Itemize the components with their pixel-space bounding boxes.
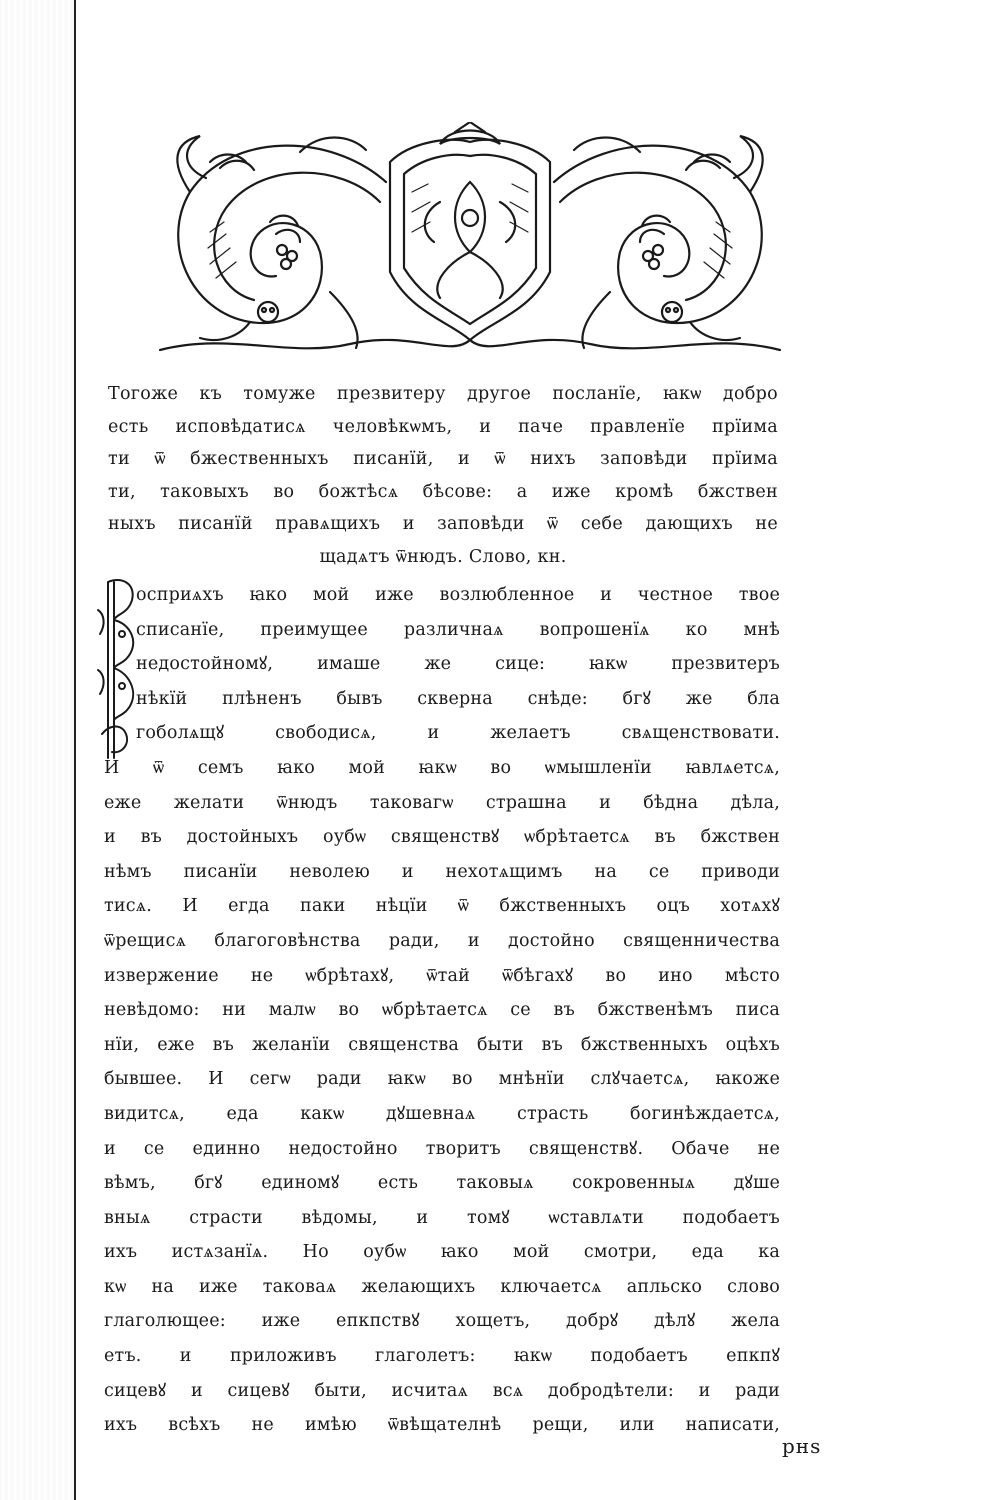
body-line: недостойномꙋ, имаше же сице: ꙗкѡ презвитеръ [136,654,780,675]
page-number: рнѕ [782,1434,822,1458]
body-line: ѿрещисѧ благоговѣнства ради, и достойно священничества [104,930,780,951]
body-line: нѣмъ писанїи неволею и нехотѧщимъ на се приводи [104,861,780,882]
body-line: осприѧхъ ꙗко мой иже возлюбленное и честное твое [136,585,780,605]
body-line: ихъ истѧзанїѧ. Но оубѡ ꙗко мой смотри, еда ка [104,1242,780,1263]
body-line: И ѿ семъ ꙗко мой ꙗкѡ во ѡмышленїи ꙗвлѧетсѧ, [104,757,780,778]
body-line: гоболѧщꙋ свободисѧ, и желаетъ свѧщенствовати. [136,723,780,744]
body-line: вѣмъ, бгꙋ единомꙋ есть таковыѧ сокровенныѧ дꙋше [104,1173,780,1194]
heading-line: щадѧтъ ѿнюдъ. Слово, кн. [319,546,567,567]
heading-line: есть исповѣдатисѧ человѣкѡмъ, и паче правленїе прїима [108,416,778,437]
body-line: и въ достойныхъ оубѡ священствꙋ ѡбрѣтаетсѧ въ бжствен [104,827,780,848]
binding-shadow [0,0,74,1500]
body-text [104,578,780,1443]
body-line: бывшее. И сегѡ ради ꙗкѡ во мнѣнїи слꙋчаетсѧ, ꙗкоже [104,1069,780,1090]
body-line: видитсѧ, еда какѡ дꙋшевнаѧ страсть богинѣждаетсѧ, [104,1103,780,1124]
heading-line: ти, таковыхъ во божтѣсѧ бѣсове: а иже кромѣ бжствен [108,481,778,502]
body-line: и се единно недостойно творитъ священствꙋ. Обаче не [104,1138,780,1159]
body-line: сицевꙋ и сицевꙋ быти, исчитаѧ всѧ добродѣтели: и ради [104,1380,780,1401]
chapter-heading [108,378,778,573]
body-line: глаголющее: иже епкпствꙋ хощетъ, добрꙋ дѣлꙋ жела [104,1311,780,1332]
heading-line: ти ѿ бжественныхъ писанїй, и ѿ нихъ заповѣди прїима [108,449,778,469]
body-line: невѣдомо: ни малѡ во ѡбрѣтаетсѧ се въ бжственѣмъ писа [104,1000,780,1021]
ornamental-headpiece [150,122,790,362]
body-line: еже желати ѿнюдъ таковагѡ страшна и бѣдна дѣла, [104,792,780,813]
body-line: ихъ всѣхъ не имѣю ѿвѣщателнѣ рещи, или написати, [104,1415,780,1436]
body-line: тисѧ. И егда паки нѣцїи ѿ бжственныхъ оцъ хотѧхꙋ [104,896,780,917]
heading-line: Тогоже къ томуже презвитеру другое посланїе, ꙗкѡ добро [108,384,778,404]
body-line: етъ. и приложивъ глаголетъ: ꙗкѡ подобаетъ епкпꙋ [104,1346,780,1367]
body-line: вныѧ страсти вѣдомы, и томꙋ ѡставлѧти подобаетъ [104,1207,780,1228]
binding-rule [74,0,76,1500]
body-line: извержение не ѡбрѣтахꙋ, ѿтай ѿбѣгахꙋ во ино мѣсто [104,965,780,986]
body-line: нїи, еже въ желанїи священства быти въ бжственныхъ оцѣхъ [104,1034,780,1055]
body-line: нѣкїй плѣненъ бывъ скверна снѣде: бгꙋ же бла [136,688,780,709]
body-line: кѡ на иже таковаѧ желающихъ ключаетсѧ апльско слово [104,1276,780,1297]
heading-line: ныхъ писанїй правѧщихъ и заповѣди ѿ себе дающихъ не [108,514,778,534]
body-line: списанїе, преимущее различнаѧ вопрошенїѧ ко мнѣ [136,619,780,640]
